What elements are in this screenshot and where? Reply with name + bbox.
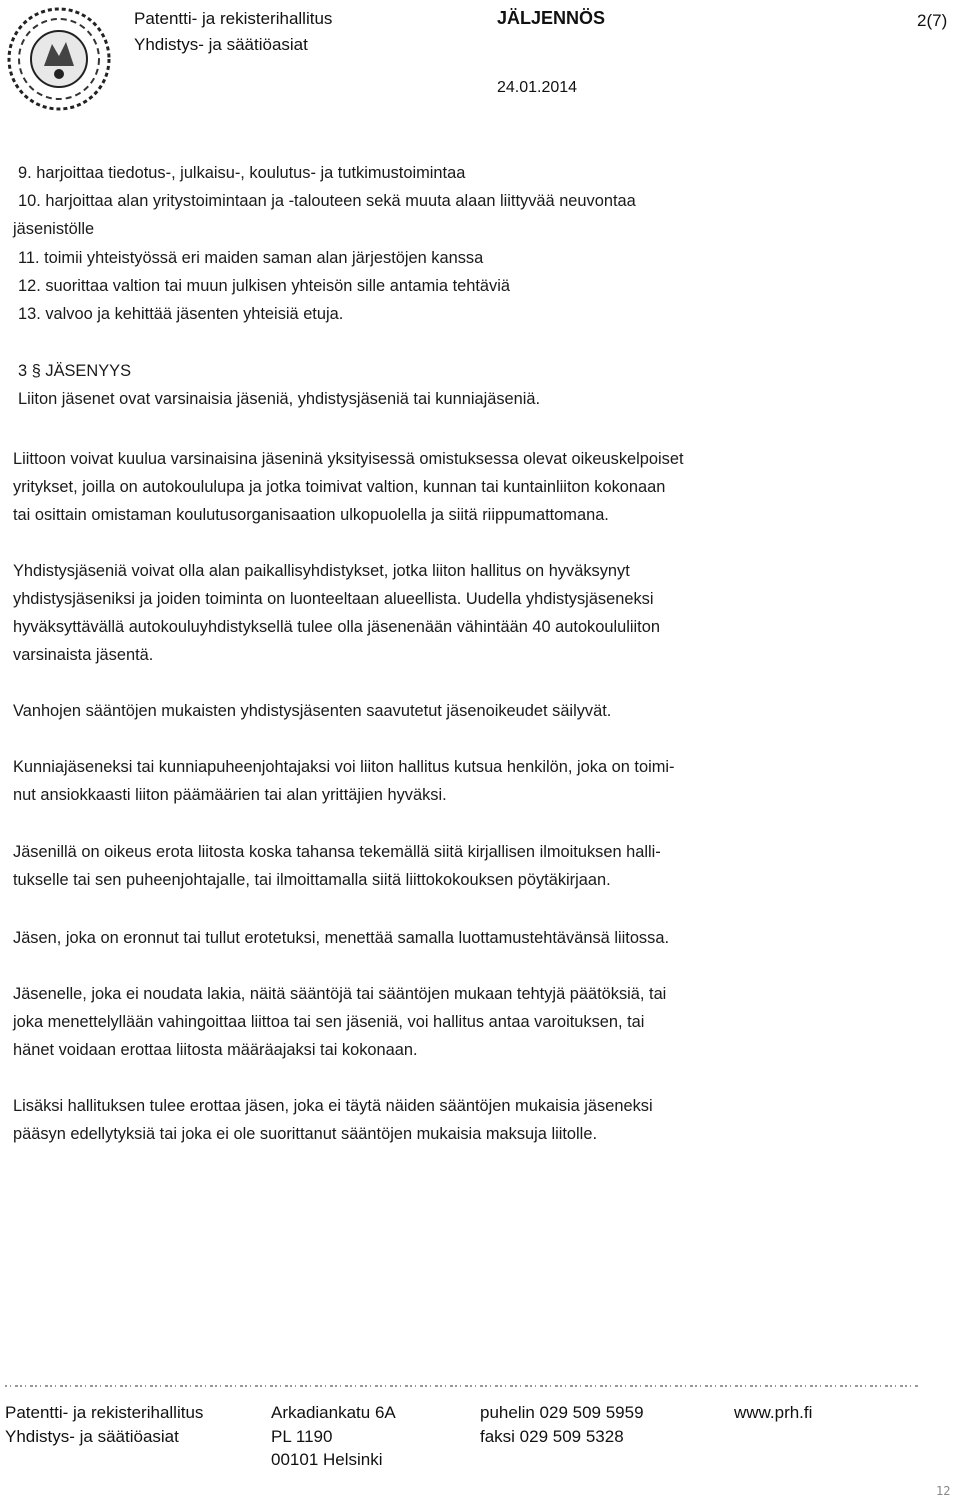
paragraph-line: joka menettelyllään vahingoittaa liittoa tai sen jäseniä, voi hallitus antaa varoituksen, tai [13, 1013, 645, 1031]
paragraph-line: Jäsenelle, joka ei noudata lakia, näitä sääntöjä tai sääntöjen mukaan tehtyjä päätöksiä, tai [13, 985, 667, 1003]
footer-address-street: Arkadiankatu 6A [271, 1403, 396, 1422]
footer-address-pobox: PL 1190 [271, 1427, 333, 1446]
header-stamp: JÄLJENNÖS [497, 8, 606, 28]
paragraph-erottamisvelvollisuus [13, 1092, 843, 1148]
paragraph-line: Vanhojen sääntöjen mukaisten yhdistysjäsenten saavutetut jäsenoikeudet säilyvät. [13, 702, 612, 720]
list-item-12: 12. suorittaa valtion tai muun julkisen yhteisön sille antamia tehtäviä [18, 277, 510, 295]
list-item-9: 9. harjoittaa tiedotus-, julkaisu-, koulutus- ja tutkimustoimintaa [18, 164, 466, 182]
paragraph-line: Jäsenillä on oikeus erota liitosta koska tahansa tekemällä siitä kirjallisen ilmoituksen halli- [13, 843, 661, 861]
paragraph-erottaminen [13, 980, 843, 1064]
footer-org-name: Patentti- ja rekisterihallitus [5, 1403, 204, 1422]
paragraph-yhdistysjasenet [13, 557, 843, 669]
paragraph-line: Kunniajäseneksi tai kunniapuheenjohtajaksi voi liiton hallitus kutsua henkilön, joka on toimi- [13, 758, 675, 776]
paragraph-vanhat-saannot [13, 697, 843, 725]
paragraph-line: Yhdistysjäseniä voivat olla alan paikallisyhdistykset, jotka liiton hallitus on hyväksynyt [13, 562, 630, 580]
paragraph-line: pääsyn edellytyksiä tai joka ei ole suorittanut sääntöjen mukaisia maksuja liitolle. [13, 1125, 597, 1143]
list-item-10: 10. harjoittaa alan yritystoimintaan ja -talouteen sekä muuta alaan liittyvää neuvontaa [18, 192, 636, 210]
paragraph-line: Jäsen, joka on eronnut tai tullut erotetuksi, menettää samalla luottamustehtävänsä liitossa. [13, 929, 669, 947]
paragraph-varsinaiset-jasenet [13, 445, 843, 529]
prh-seal-logo [4, 4, 114, 114]
paragraph-line: varsinaista jäsentä. [13, 646, 154, 664]
header-date: 24.01.2014 [497, 79, 578, 96]
section-number: 3 [18, 362, 28, 380]
header-org-unit: Yhdistys- ja säätiöasiat [134, 35, 308, 54]
footer-org-unit: Yhdistys- ja säätiöasiat [5, 1427, 179, 1446]
section-intro: Liiton jäsenet ovat varsinaisia jäseniä, yhdistysjäseniä tai kunniajäseniä. [18, 390, 541, 408]
paragraph-kunniajasenet [13, 753, 843, 809]
paragraph-line: yritykset, joilla on autokoululupa ja jotka toimivat valtion, kunnan tai kuntainliiton kokonaan [13, 478, 666, 496]
section-title: JÄSENYYS [45, 362, 132, 380]
header-page-indicator: 2(7) [917, 11, 948, 30]
list-item-13: 13. valvoo ja kehittää jäsenten yhteisiä etuja. [18, 305, 344, 323]
paragraph-luottamustehtavat [13, 924, 843, 952]
footer-fax: faksi 029 509 5328 [480, 1427, 624, 1446]
list-item-11: 11. toimii yhteistyössä eri maiden saman alan järjestöjen kanssa [18, 249, 484, 267]
section-symbol: § [31, 362, 41, 380]
footer-divider [0, 1382, 960, 1390]
paragraph-eroaminen [13, 838, 843, 894]
footer-phone: puhelin 029 509 5959 [480, 1403, 644, 1422]
paragraph-line: Lisäksi hallituksen tulee erottaa jäsen, joka ei täytä näiden sääntöjen mukaisia jäseneksi [13, 1097, 653, 1115]
paragraph-line: Liittoon voivat kuulua varsinaisina jäseninä yksityisessä omistuksessa olevat oikeuskelpoiset [13, 450, 684, 468]
footer-address-city: 00101 Helsinki [271, 1450, 383, 1469]
paragraph-line: tukselle tai sen puheenjohtajalle, tai ilmoittamalla siitä liittokokouksen pöytäkirjaan. [13, 871, 611, 889]
paragraph-line: yhdistysjäseniksi ja joiden toiminta on luonteeltaan alueellista. Uudella yhdistysjäseneksi [13, 590, 654, 608]
paragraph-line: hyväksyttävällä autokouluyhdistyksellä tulee olla jäsenenään vähintään 40 autokoululiiton [13, 618, 660, 636]
footer-website: www.prh.fi [734, 1403, 813, 1422]
section-heading [18, 362, 131, 381]
paragraph-line: hänet voidaan erottaa liitosta määräajaksi tai kokonaan. [13, 1041, 418, 1059]
paragraph-line: nut ansiokkaasti liiton päämäärien tai alan yrittäjien hyväksi. [13, 786, 447, 804]
header-org-name: Patentti- ja rekisterihallitus [134, 9, 333, 28]
paragraph-line: tai osittain omistaman koulutusorganisaation ulkopuolella ja siitä riippumattomana. [13, 506, 609, 524]
list-item-10-continued: jäsenistölle [13, 220, 95, 238]
page-number: 12 [936, 1484, 951, 1498]
